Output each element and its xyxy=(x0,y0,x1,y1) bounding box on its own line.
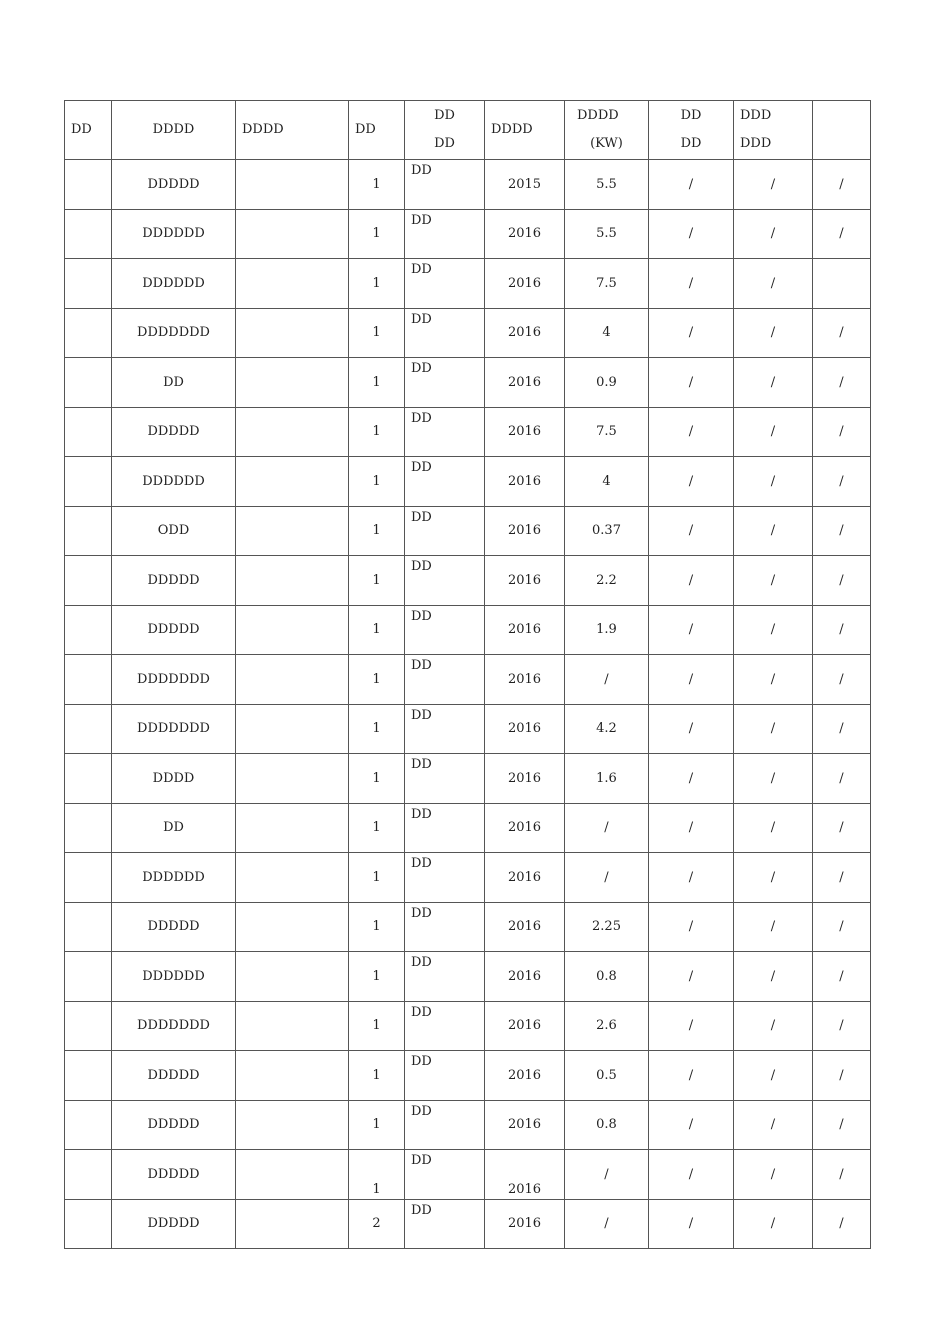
cell-power: 4.2 xyxy=(565,704,649,754)
cell-col-8: / xyxy=(649,209,734,259)
cell-power: 0.9 xyxy=(565,358,649,408)
cell-col-8: / xyxy=(649,902,734,952)
cell-col-10: / xyxy=(813,803,871,853)
cell-no xyxy=(65,853,112,903)
cell-col-8: / xyxy=(649,259,734,309)
cell-year: 2016 xyxy=(485,952,565,1002)
cell-model xyxy=(236,655,349,705)
cell-model xyxy=(236,209,349,259)
cell-col-9: / xyxy=(734,259,813,309)
table-row xyxy=(65,556,871,606)
cell-type: DD xyxy=(405,704,485,754)
cell-type: DD xyxy=(405,1001,485,1051)
cell-equipment-name: DDDDDDD xyxy=(112,704,236,754)
cell-col-8: / xyxy=(649,160,734,210)
header-col-3: DDDD xyxy=(236,101,349,160)
cell-quantity: 1 xyxy=(349,754,405,804)
cell-model xyxy=(236,952,349,1002)
cell-equipment-name: DDDDD xyxy=(112,1150,236,1200)
cell-type: DD xyxy=(405,160,485,210)
cell-col-9: / xyxy=(734,1051,813,1101)
cell-col-9: / xyxy=(734,1199,813,1249)
cell-equipment-name: DDDDDD xyxy=(112,457,236,507)
cell-power: / xyxy=(565,1199,649,1249)
cell-col-10: / xyxy=(813,358,871,408)
cell-no xyxy=(65,556,112,606)
cell-col-10: / xyxy=(813,209,871,259)
cell-col-9: / xyxy=(734,655,813,705)
cell-quantity: 1 xyxy=(349,853,405,903)
cell-col-10: / xyxy=(813,1100,871,1150)
cell-quantity: 1 xyxy=(349,1001,405,1051)
cell-type: DD xyxy=(405,259,485,309)
cell-col-8: / xyxy=(649,358,734,408)
cell-power: 5.5 xyxy=(565,160,649,210)
cell-col-8: / xyxy=(649,457,734,507)
cell-col-8: / xyxy=(649,1001,734,1051)
cell-year: 2016 xyxy=(485,407,565,457)
table-row xyxy=(65,605,871,655)
table-body xyxy=(65,160,871,1249)
header-col-9 xyxy=(734,101,813,160)
cell-power: / xyxy=(565,655,649,705)
cell-quantity: 1 xyxy=(349,902,405,952)
cell-no xyxy=(65,1051,112,1101)
cell-col-10: / xyxy=(813,1199,871,1249)
header-col-9-line2: DDD xyxy=(740,136,772,151)
header-col-8-line1: DD xyxy=(680,108,702,123)
cell-no xyxy=(65,803,112,853)
cell-quantity: 1 xyxy=(349,160,405,210)
cell-quantity: 1 xyxy=(349,1100,405,1150)
cell-col-8: / xyxy=(649,308,734,358)
cell-no xyxy=(65,506,112,556)
cell-quantity: 1 xyxy=(349,259,405,309)
cell-col-9: / xyxy=(734,358,813,408)
cell-col-8: / xyxy=(649,754,734,804)
header-col-7 xyxy=(565,101,649,160)
table-row xyxy=(65,506,871,556)
cell-col-10: / xyxy=(813,407,871,457)
cell-model xyxy=(236,506,349,556)
cell-col-8: / xyxy=(649,1199,734,1249)
cell-no xyxy=(65,259,112,309)
cell-model xyxy=(236,358,349,408)
cell-col-8: / xyxy=(649,1150,734,1200)
cell-model xyxy=(236,1150,349,1200)
table-row xyxy=(65,902,871,952)
cell-year: 2016 xyxy=(485,506,565,556)
cell-type: DD xyxy=(405,853,485,903)
cell-power: 0.37 xyxy=(565,506,649,556)
cell-power: 4 xyxy=(565,308,649,358)
cell-year: 2016 xyxy=(485,655,565,705)
cell-col-8: / xyxy=(649,506,734,556)
header-col-8 xyxy=(649,101,734,160)
cell-col-10: / xyxy=(813,754,871,804)
cell-model xyxy=(236,556,349,606)
cell-quantity: 1 xyxy=(349,1150,405,1200)
cell-model xyxy=(236,1051,349,1101)
table-row xyxy=(65,754,871,804)
cell-col-9: / xyxy=(734,1150,813,1200)
table-row xyxy=(65,1150,871,1200)
cell-type: DD xyxy=(405,209,485,259)
cell-model xyxy=(236,853,349,903)
cell-equipment-name: DDDDDDD xyxy=(112,1001,236,1051)
cell-type: DD xyxy=(405,358,485,408)
cell-col-9: / xyxy=(734,556,813,606)
cell-year: 2016 xyxy=(485,853,565,903)
cell-power: 4 xyxy=(565,457,649,507)
cell-year: 2016 xyxy=(485,308,565,358)
cell-year: 2016 xyxy=(485,1100,565,1150)
header-col-9-line1: DDD xyxy=(740,108,772,123)
cell-equipment-name: DDDDDDD xyxy=(112,308,236,358)
cell-quantity: 1 xyxy=(349,407,405,457)
cell-no xyxy=(65,1150,112,1200)
cell-quantity: 1 xyxy=(349,209,405,259)
cell-col-10: / xyxy=(813,457,871,507)
cell-power: 7.5 xyxy=(565,259,649,309)
table-row xyxy=(65,952,871,1002)
cell-model xyxy=(236,803,349,853)
cell-col-10: / xyxy=(813,952,871,1002)
cell-col-9: / xyxy=(734,952,813,1002)
cell-col-9: / xyxy=(734,457,813,507)
cell-year: 2016 xyxy=(485,605,565,655)
cell-equipment-name: DDDDD xyxy=(112,605,236,655)
cell-col-9: / xyxy=(734,308,813,358)
cell-type: DD xyxy=(405,605,485,655)
cell-col-9: / xyxy=(734,704,813,754)
cell-type: DD xyxy=(405,902,485,952)
table-row xyxy=(65,308,871,358)
cell-power: 1.6 xyxy=(565,754,649,804)
cell-year: 2016 xyxy=(485,803,565,853)
cell-quantity: 1 xyxy=(349,605,405,655)
cell-type: DD xyxy=(405,407,485,457)
cell-no xyxy=(65,952,112,1002)
cell-model xyxy=(236,259,349,309)
cell-col-10: / xyxy=(813,506,871,556)
cell-type: DD xyxy=(405,556,485,606)
cell-quantity: 1 xyxy=(349,506,405,556)
cell-col-8: / xyxy=(649,605,734,655)
cell-col-8: / xyxy=(649,655,734,705)
cell-year: 2016 xyxy=(485,556,565,606)
cell-type: DD xyxy=(405,655,485,705)
cell-no xyxy=(65,754,112,804)
table-row xyxy=(65,407,871,457)
cell-col-9: / xyxy=(734,1100,813,1150)
cell-equipment-name: DDDDD xyxy=(112,1051,236,1101)
cell-power: 0.5 xyxy=(565,1051,649,1101)
cell-type: DD xyxy=(405,457,485,507)
header-col-4: DD xyxy=(349,101,405,160)
header-col-6: DDDD xyxy=(485,101,565,160)
cell-no xyxy=(65,358,112,408)
cell-type: DD xyxy=(405,952,485,1002)
cell-power: 2.25 xyxy=(565,902,649,952)
cell-type: DD xyxy=(405,803,485,853)
cell-col-9: / xyxy=(734,853,813,903)
cell-equipment-name: DDDDD xyxy=(112,160,236,210)
table-row xyxy=(65,1001,871,1051)
cell-type: DD xyxy=(405,1199,485,1249)
cell-equipment-name: DD xyxy=(112,358,236,408)
cell-type: DD xyxy=(405,308,485,358)
header-col-2: DDDD xyxy=(112,101,236,160)
cell-col-10: / xyxy=(813,655,871,705)
cell-model xyxy=(236,754,349,804)
cell-power: 1.9 xyxy=(565,605,649,655)
cell-no xyxy=(65,160,112,210)
cell-col-9: / xyxy=(734,506,813,556)
cell-equipment-name: DDDDD xyxy=(112,556,236,606)
cell-col-9: / xyxy=(734,1001,813,1051)
cell-power: 0.8 xyxy=(565,1100,649,1150)
cell-year: 2016 xyxy=(485,754,565,804)
cell-type: DD xyxy=(405,754,485,804)
cell-col-8: / xyxy=(649,407,734,457)
cell-col-10: / xyxy=(813,704,871,754)
cell-quantity: 1 xyxy=(349,803,405,853)
cell-no xyxy=(65,704,112,754)
cell-model xyxy=(236,160,349,210)
cell-year: 2016 xyxy=(485,209,565,259)
cell-equipment-name: DDDDDDD xyxy=(112,655,236,705)
cell-quantity: 1 xyxy=(349,457,405,507)
cell-col-8: / xyxy=(649,803,734,853)
cell-year: 2016 xyxy=(485,358,565,408)
cell-quantity: 1 xyxy=(349,655,405,705)
cell-quantity: 1 xyxy=(349,952,405,1002)
cell-col-8: / xyxy=(649,1051,734,1101)
cell-no xyxy=(65,457,112,507)
cell-no xyxy=(65,209,112,259)
cell-power: 5.5 xyxy=(565,209,649,259)
table-row xyxy=(65,853,871,903)
table-row xyxy=(65,160,871,210)
cell-col-9: / xyxy=(734,902,813,952)
header-row xyxy=(65,101,871,160)
cell-quantity: 1 xyxy=(349,556,405,606)
cell-power: 2.2 xyxy=(565,556,649,606)
header-col-7-line1: DDDD xyxy=(577,108,619,123)
cell-col-8: / xyxy=(649,1100,734,1150)
cell-no xyxy=(65,902,112,952)
header-col-5-line2: DD xyxy=(434,136,455,151)
header-col-7-line2: (KW) xyxy=(590,136,623,151)
header-col-1: DD xyxy=(65,101,112,160)
header-col-5-line1: DD xyxy=(434,108,455,123)
cell-col-9: / xyxy=(734,407,813,457)
table-row xyxy=(65,358,871,408)
cell-equipment-name: DDDDDD xyxy=(112,209,236,259)
cell-no xyxy=(65,407,112,457)
cell-quantity: 1 xyxy=(349,358,405,408)
cell-equipment-name: DDDDD xyxy=(112,902,236,952)
cell-equipment-name: DDDDD xyxy=(112,1100,236,1150)
table-row xyxy=(65,803,871,853)
cell-equipment-name: ODD xyxy=(112,506,236,556)
cell-no xyxy=(65,308,112,358)
table-row xyxy=(65,457,871,507)
header-col-5 xyxy=(405,101,485,160)
cell-col-10: / xyxy=(813,853,871,903)
cell-model xyxy=(236,1001,349,1051)
table-row xyxy=(65,704,871,754)
cell-model xyxy=(236,308,349,358)
cell-equipment-name: DDDDDD xyxy=(112,952,236,1002)
cell-no xyxy=(65,655,112,705)
cell-power: 0.8 xyxy=(565,952,649,1002)
cell-col-10: / xyxy=(813,556,871,606)
cell-power: / xyxy=(565,853,649,903)
cell-equipment-name: DDDDD xyxy=(112,1199,236,1249)
cell-type: DD xyxy=(405,1150,485,1200)
cell-model xyxy=(236,704,349,754)
cell-equipment-name: DDDDDD xyxy=(112,853,236,903)
table-row xyxy=(65,1199,871,1249)
cell-model xyxy=(236,902,349,952)
cell-quantity: 2 xyxy=(349,1199,405,1249)
cell-no xyxy=(65,1199,112,1249)
cell-year: 2016 xyxy=(485,1051,565,1101)
cell-col-8: / xyxy=(649,704,734,754)
table-row xyxy=(65,1051,871,1101)
cell-col-10: / xyxy=(813,1051,871,1101)
cell-model xyxy=(236,457,349,507)
cell-col-9: / xyxy=(734,160,813,210)
cell-model xyxy=(236,1100,349,1150)
cell-col-9: / xyxy=(734,209,813,259)
cell-type: DD xyxy=(405,1100,485,1150)
cell-no xyxy=(65,605,112,655)
cell-power: / xyxy=(565,1150,649,1200)
cell-year: 2015 xyxy=(485,160,565,210)
equipment-table xyxy=(64,100,871,1249)
cell-quantity: 1 xyxy=(349,1051,405,1101)
cell-type: DD xyxy=(405,506,485,556)
cell-model xyxy=(236,407,349,457)
cell-equipment-name: DDDDDD xyxy=(112,259,236,309)
cell-year: 2016 xyxy=(485,902,565,952)
cell-model xyxy=(236,1199,349,1249)
cell-col-10: / xyxy=(813,902,871,952)
cell-col-9: / xyxy=(734,754,813,804)
cell-col-8: / xyxy=(649,853,734,903)
cell-no xyxy=(65,1100,112,1150)
cell-year: 2016 xyxy=(485,1199,565,1249)
cell-col-10: / xyxy=(813,1150,871,1200)
cell-col-10: / xyxy=(813,1001,871,1051)
cell-year: 2016 xyxy=(485,1150,565,1200)
cell-no xyxy=(65,1001,112,1051)
cell-col-10: / xyxy=(813,308,871,358)
cell-col-8: / xyxy=(649,952,734,1002)
cell-power: 7.5 xyxy=(565,407,649,457)
table-row xyxy=(65,259,871,309)
cell-col-9: / xyxy=(734,605,813,655)
cell-model xyxy=(236,605,349,655)
cell-quantity: 1 xyxy=(349,308,405,358)
header-col-8-line2: DD xyxy=(680,136,702,151)
cell-equipment-name: DDDD xyxy=(112,754,236,804)
cell-col-9: / xyxy=(734,803,813,853)
cell-col-8: / xyxy=(649,556,734,606)
cell-col-10 xyxy=(813,259,871,309)
cell-year: 2016 xyxy=(485,1001,565,1051)
cell-power: 2.6 xyxy=(565,1001,649,1051)
table-row xyxy=(65,209,871,259)
table-row xyxy=(65,655,871,705)
cell-type: DD xyxy=(405,1051,485,1101)
cell-col-10: / xyxy=(813,160,871,210)
header-col-10 xyxy=(813,101,871,160)
table-row xyxy=(65,1100,871,1150)
cell-year: 2016 xyxy=(485,457,565,507)
cell-equipment-name: DD xyxy=(112,803,236,853)
cell-year: 2016 xyxy=(485,704,565,754)
cell-col-10: / xyxy=(813,605,871,655)
cell-quantity: 1 xyxy=(349,704,405,754)
cell-year: 2016 xyxy=(485,259,565,309)
cell-equipment-name: DDDDD xyxy=(112,407,236,457)
cell-power: / xyxy=(565,803,649,853)
